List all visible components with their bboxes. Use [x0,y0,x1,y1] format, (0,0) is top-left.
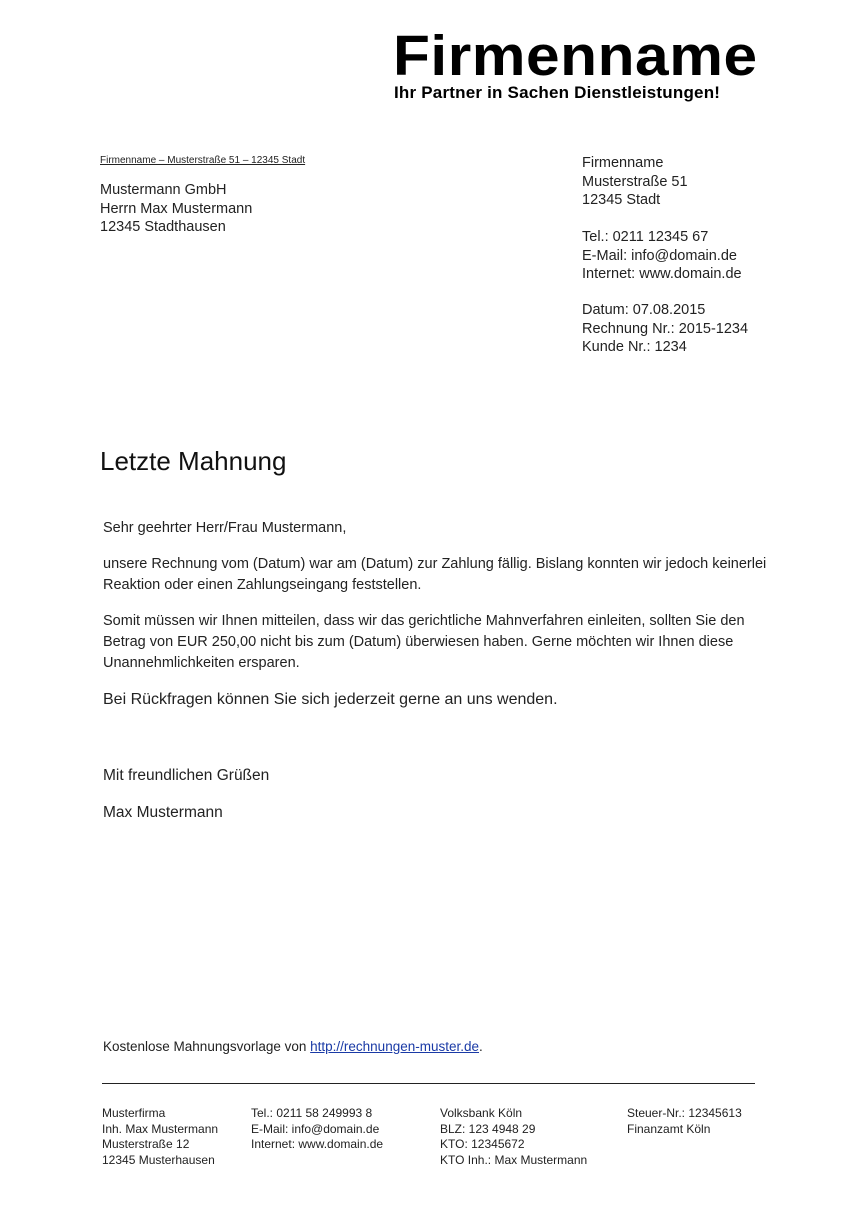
footer-bank-column [440,1106,587,1168]
footer-contact-column [251,1106,383,1153]
invoice-references [582,301,748,357]
sender-address-line: 12345 Stadt [582,192,661,208]
footer-company-column [102,1106,218,1168]
recipient-line: 12345 Stadthausen [100,219,226,235]
sender-address [582,154,688,210]
credit-link[interactable]: http://rechnungen-muster.de [310,1039,479,1054]
footer-line: KTO: 12345672 [440,1137,525,1151]
letter-subject: Letzte Mahnung [100,446,287,476]
recipient-address [100,181,252,237]
footer-line: E-Mail: info@domain.de [251,1121,380,1136]
credit-prefix: Kostenlose Mahnungsvorlage von [103,1039,311,1054]
footer-line: Inh. Max Mustermann [102,1121,219,1136]
sender-return-line: Firmenname – Musterstraße 51 – 12345 Stadt [100,155,306,166]
footer-line: Steuer-Nr.: 12345613 [627,1106,742,1120]
salutation: Sehr geehrter Herr/Frau Mustermann, [103,520,347,536]
footer-line: Volksbank Köln [440,1106,523,1120]
letter-date: Datum: 07.08.2015 [582,302,706,318]
footer-line: Musterstraße 12 [102,1137,190,1151]
footer-line: BLZ: 123 4948 29 [440,1121,536,1136]
footer-line: Internet: www.domain.de [251,1137,384,1151]
closing: Mit freundlichen Grüßen [103,767,270,784]
body-paragraph-3: Bei Rückfragen können Sie sich jederzeit gerne an uns wenden. [103,691,558,708]
invoice-number: Rechnung Nr.: 2015-1234 [582,320,749,337]
footer-tax-column [627,1106,742,1137]
body-paragraph-2: Somit müssen wir Ihnen mitteilen, dass wir das gerichtliche Mahnverfahren einleiten, sollten Sie den Betrag von EUR 250,00 nicht bis zum (Datum) überwiesen haben. Gerne möchten wir Ihnen diese Unannehmlichkeiten ersparen. [103,613,745,671]
footer-divider [102,1083,755,1084]
body-paragraph-1: unsere Rechnung vom (Datum) war am (Datum) zur Zahlung fällig. Bislang konnten wir jedoch keinerlei Reaktion oder einen Zahlungseingang feststellen. [103,556,767,593]
company-tagline: Ihr Partner in Sachen Dienstleistungen! [394,83,721,102]
credit-suffix: . [479,1039,483,1054]
sender-address-line: Musterstraße 51 [582,173,688,190]
sender-contact [582,228,742,284]
sender-phone: Tel.: 0211 12345 67 [582,229,709,245]
signature-name: Max Mustermann [103,804,223,821]
recipient-line: Mustermann GmbH [100,182,227,198]
footer-line: Finanzamt Köln [627,1121,711,1136]
footer-line: 12345 Musterhausen [102,1152,215,1167]
sender-website: Internet: www.domain.de [582,266,742,282]
customer-number: Kunde Nr.: 1234 [582,339,687,355]
footer-line: KTO Inh.: Max Mustermann [440,1152,588,1167]
sender-address-line: Firmenname [582,155,664,171]
sender-email: E-Mail: info@domain.de [582,247,737,264]
recipient-line: Herrn Max Mustermann [100,200,253,217]
footer-line: Musterfirma [102,1106,166,1120]
template-credit [103,1039,483,1054]
footer-line: Tel.: 0211 58 249993 8 [251,1106,373,1120]
company-logo-name: Firmenname [393,24,758,88]
